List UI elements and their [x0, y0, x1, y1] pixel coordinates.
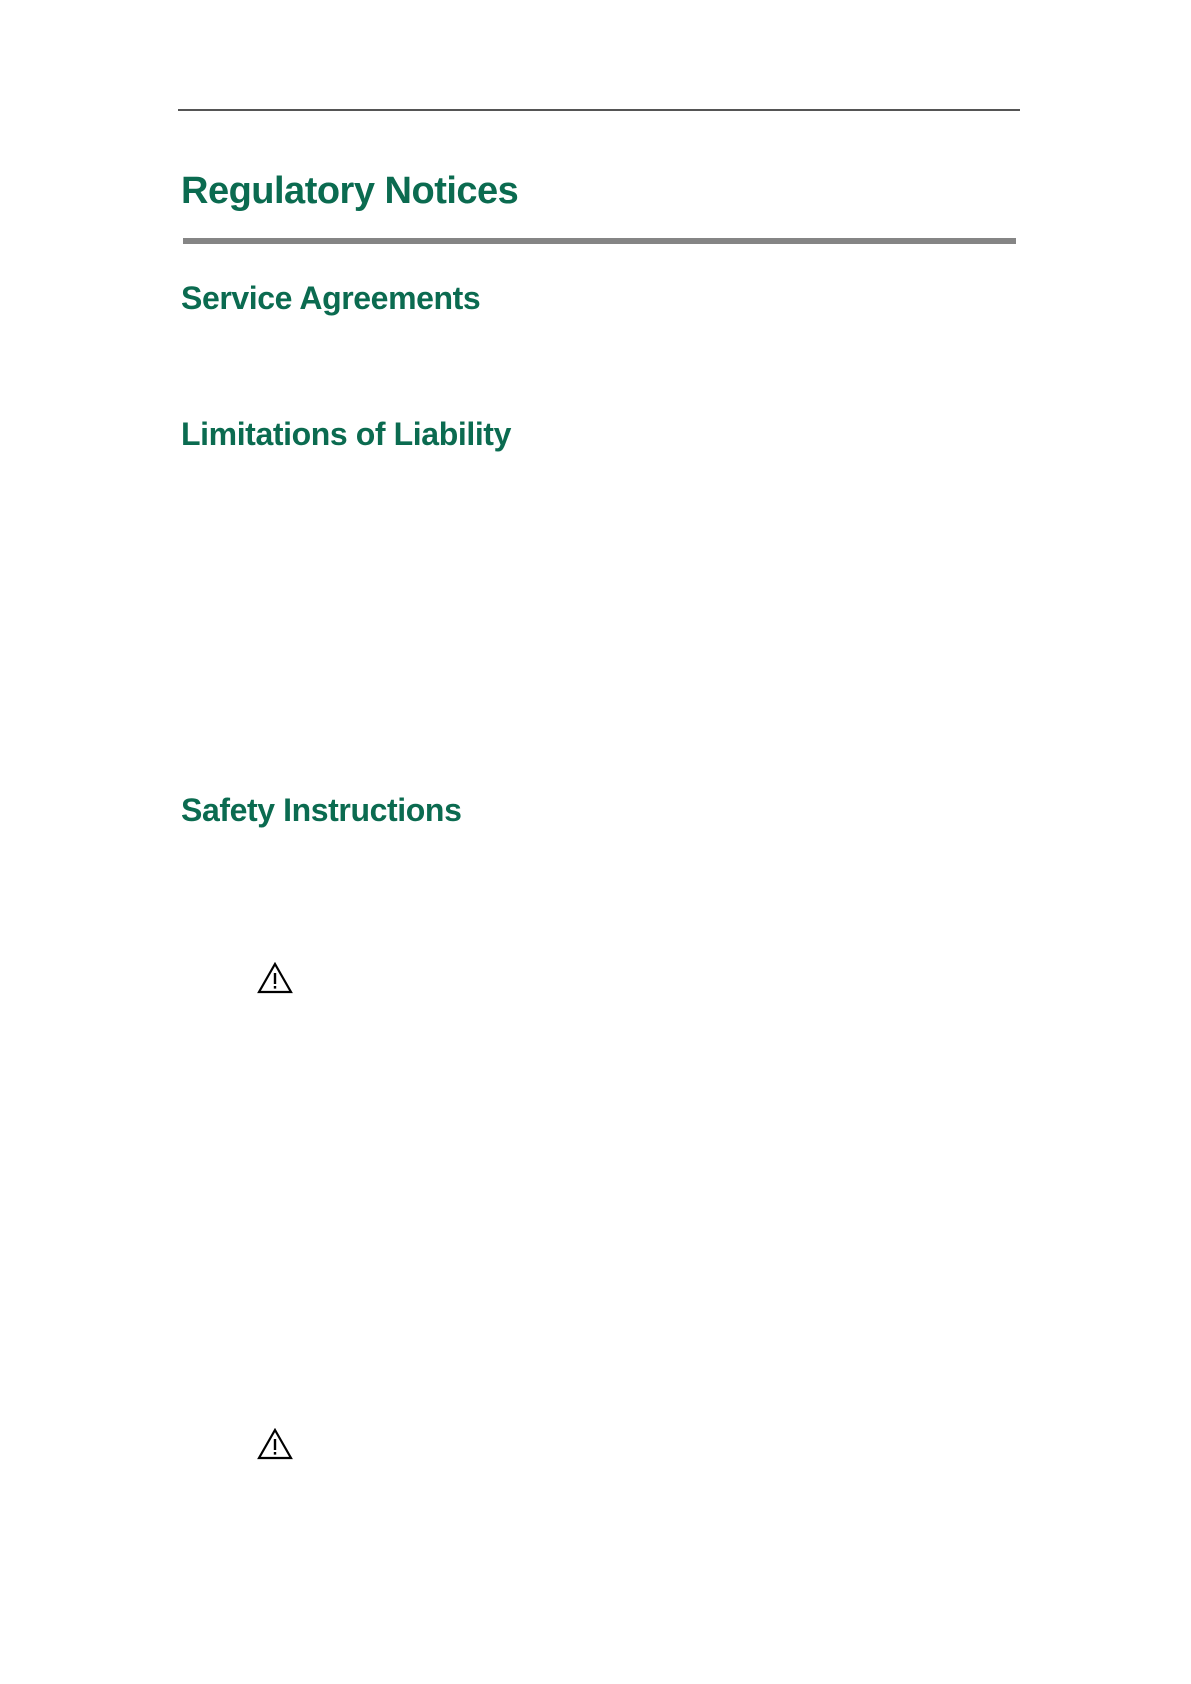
warning-triangle-icon: [257, 1428, 293, 1460]
page-title: Regulatory Notices: [181, 170, 519, 212]
section-heading-service-agreements: Service Agreements: [181, 280, 481, 316]
page-top-rule: [178, 109, 1020, 111]
warning-triangle-icon: [257, 962, 293, 994]
section-heading-limitations-of-liability: Limitations of Liability: [181, 416, 511, 452]
title-underline-rule: [183, 238, 1016, 244]
section-heading-safety-instructions: Safety Instructions: [181, 792, 462, 828]
